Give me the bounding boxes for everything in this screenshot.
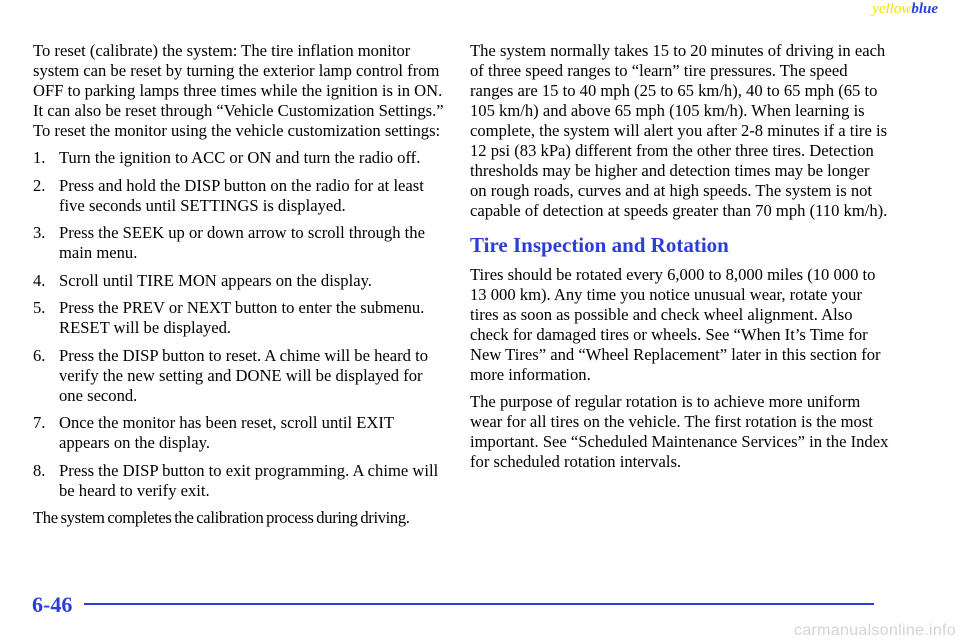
section-heading: Tire Inspection and Rotation xyxy=(470,233,729,257)
corner-yellow-text: yellow xyxy=(872,1,912,17)
step-text: Press the DISP button to reset. A chime will be heard to verify the new setting and DONE will be displayed for one second. xyxy=(59,345,429,405)
list-item xyxy=(33,346,448,406)
left-column xyxy=(33,41,448,528)
rotation-purpose-paragraph: The purpose of regular rotation is to achieve more uniform wear for all tires on the vehicle. The first rotation is the most important. See “Scheduled Maintenance Services” in the Index for scheduled rotation intervals. xyxy=(470,392,889,471)
corner-blue-text: blue xyxy=(911,1,938,17)
page-number: 6-46 xyxy=(32,592,73,617)
footer-divider xyxy=(84,603,874,605)
list-item xyxy=(33,223,448,263)
list-item xyxy=(33,271,448,291)
step-number: 8. xyxy=(33,460,46,480)
reset-steps-list xyxy=(33,148,448,501)
step-number: 5. xyxy=(33,298,46,317)
learning-paragraph: The system normally takes 15 to 20 minutes of driving in each of three speed ranges to “learn” tire pressures. The speed ranges are 15 to 40 mph (25 to 65 km/h), 40 to 65 mph (65 to 105 km/h) and above 65 mph (105 km/h). When learning is complete, the system will alert you after 2‐8 minutes if a tire is 12 psi (83 kPa) different from the other three tires. Detection thresholds may be higher and detection times may be longer on rough roads, curves and at high speeds. The system is not capable of detection at speeds greater than 70 mph (110 km/h). xyxy=(470,41,888,220)
list-item xyxy=(33,148,448,168)
step-text: Press the DISP button to exit programming. A chime will be heard to verify exit. xyxy=(59,460,439,500)
step-number: 7. xyxy=(33,413,46,432)
step-text: Once the monitor has been reset, scroll until EXIT appears on the display. xyxy=(59,413,394,452)
watermark-text: carmanualsonline.info xyxy=(794,622,956,639)
right-column xyxy=(470,41,890,472)
step-number: 4. xyxy=(33,270,46,290)
list-item xyxy=(33,176,448,216)
rotation-paragraph: Tires should be rotated every 6,000 to 8,000 miles (10 000 to 13 000 km). Any time you notice unusual wear, rotate your tires as soon as possible and check wheel alignment. Also check for damaged tires or wheels. See “When It’s Time for New Tires” and “Wheel Replacement” later in this section for more information. xyxy=(470,265,881,384)
step-number: 2. xyxy=(33,175,46,195)
step-text: Press the PREV or NEXT button to enter the submenu. RESET will be displayed. xyxy=(59,298,425,337)
step-text: Press and hold the DISP button on the radio for at least five seconds until SETTINGS is displayed. xyxy=(59,175,424,215)
step-text: Press the SEEK up or down arrow to scroll through the main menu. xyxy=(59,223,425,262)
list-item xyxy=(33,413,448,453)
calibration-note: The system completes the calibration process during driving. xyxy=(33,508,410,527)
step-text: Turn the ignition to ACC or ON and turn the radio off. xyxy=(59,148,421,167)
reset-intro-paragraph: To reset (calibrate) the system: The tire inflation monitor system can be reset by turning the exterior lamp control from OFF to parking lamps three times while the ignition is in ON. It can also be reset through “Vehicle Customization Settings.” To reset the monitor using the vehicle customization settings: xyxy=(33,41,444,140)
list-item xyxy=(33,461,448,501)
corner-label xyxy=(872,1,938,18)
step-text: Scroll until TIRE MON appears on the display. xyxy=(59,270,372,290)
step-number: 1. xyxy=(33,148,46,167)
step-number: 6. xyxy=(33,345,46,365)
list-item xyxy=(33,298,448,338)
step-number: 3. xyxy=(33,223,46,242)
